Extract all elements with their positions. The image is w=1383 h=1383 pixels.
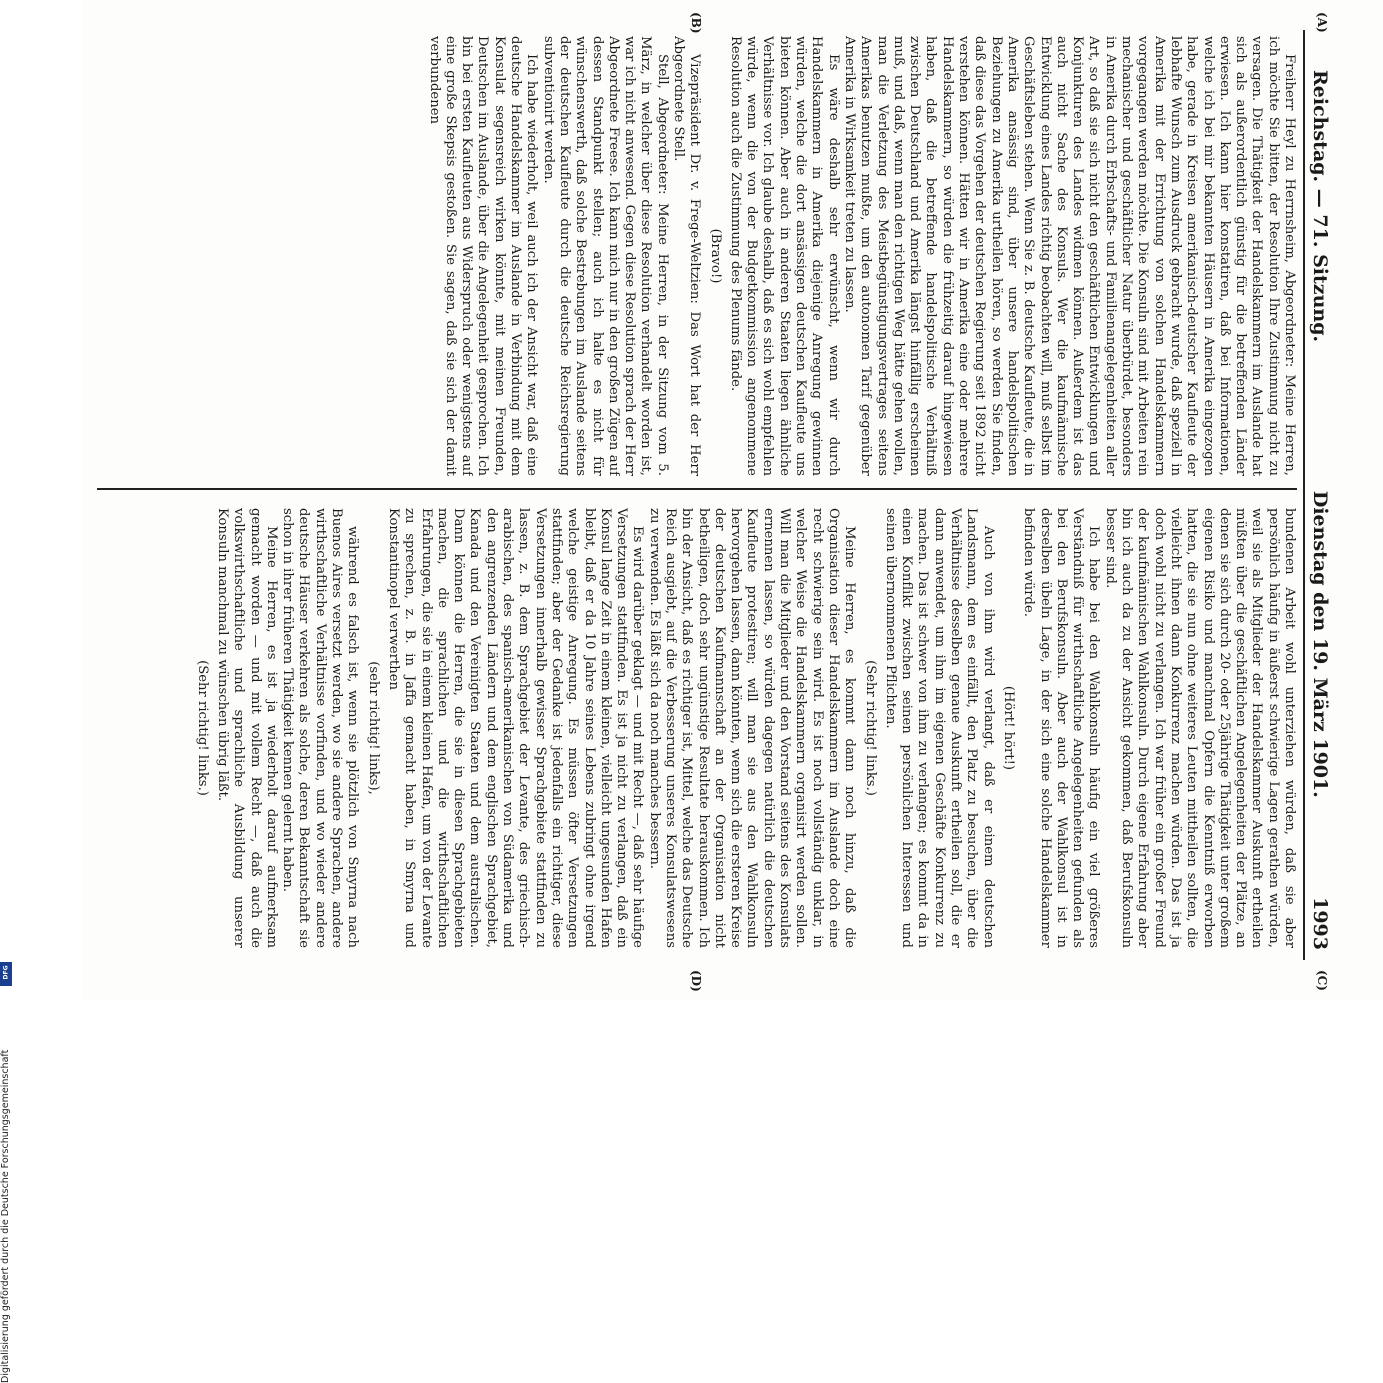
paragraph: Es wird darüber geklagt — und mit Recht —, daß sehr häufige Versetzungen stattfinden. Es ist ja nicht zu verlangen, daß ein Konsul lange Zeit in einem kleinen, vielleicht ungesunden Hafen bleibt, daß er da 10 Jahre seines Lebens zubringt ohne irgend welche geistige Anregung. Es müssen öfter Versetzungen stattfinden; aber der Gedanke ist jedenfalls ein richtiger, diese Versetzungen innerhalb gewisser Sprachgebiete stattfinden zu lassen, z. B. dem Sprachgebiet der Levante, des griechisch-arabischen, des spanisch-amerikanischen von Südamerika und den angrenzenden Ländern und dem englischen Sprachgebiet, Kanada und den Vereinigten Staaten und dem australischen. Dann können die Herren, die sie in diesen Sprachgebieten machen, die sprachlichen und die wirthschaftlichen Erfahrungen, die sie in einem kleinen Hafen, um von der Levante zu sprechen, z. B. in Jaffa gemacht haben, in Smyrna und Konstantinopel verwerthen	[385, 508, 646, 948]
left-column	[97, 36, 1297, 476]
paragraph: Vizepräsident Dr. v. Frege-Weltzien: Das Wort hat der Herr Abgeordnete Stell.	[671, 36, 703, 476]
dfg-logo: DFG	[0, 962, 12, 986]
margin-letter-c: (C)	[1315, 970, 1329, 991]
digitization-credit: Digitalisierung gefördert durch die Deutsche Forschungsgemeinschaft	[0, 1049, 11, 1383]
header-date: Dienstag den 19. März 1901. 1993	[1309, 490, 1331, 950]
column-divider	[97, 488, 1297, 490]
paragraph: Stell, Abgeordneter: Meine Herren, in der Sitzung vom 5. März, in welcher über diese Resolution verhandelt worden ist, war ich nicht anwesend. Gegen diese Resolution sprach der Herr Abgeordnete Freese. Ich kann mich nur in den großen Zügen auf dessen Standpunkt stellen; auch ich halte es nicht für wünschenswerth, daß solche Bestrebungen im Auslande seitens der deutschen Kaufleute durch die deutsche Reichsregierung subventionirt werden.	[540, 36, 670, 476]
right-column	[97, 508, 1297, 948]
paragraph: Ich habe wiederholt, weil auch ich der Ansicht war, daß eine deutsche Handelskammer im Auslande in Verbindung mit dem Konsulat segensreich wirken könnte, mit meinen Freunden, Deutschen im Auslande, über die Angelegenheit gesprochen. Ich bin bei ersten Kaufleuten aus Widerspruch oder wenigstens auf eine große Skepsis gestoßen. Sie sagen, daß sie sich der damit verbundenen	[426, 36, 540, 476]
interjection: (sehr richtig! links),	[365, 661, 381, 795]
margin-letter-d: (D)	[689, 970, 703, 992]
paragraph: Meine Herren, es ist ja wiederholt darauf aufmerksam gemacht worden — und mit vollem Recht —, daß auch die volkswirthschaftliche und sprachliche Ausbildung unserer Konsuln manchmal zu wünschen übrig läßt.	[215, 508, 279, 948]
interjection: (Hört! hört!)	[1000, 685, 1016, 771]
page-number: 1993	[1309, 897, 1331, 950]
interjection: (Bravo!)	[707, 228, 723, 284]
paragraph: Ich habe bei den Wahlkonsuln häufig ein viel größeres Verständniß für wirthschaftliche Angelegenheiten gefunden als bei den Berufskonsuln. Aber auch der Wahlkonsul ist in derselben übeln Lage, in der sich eine solche Handelskammer befinden würde.	[1021, 508, 1102, 948]
interjection: (Sehr richtig! links.)	[862, 660, 878, 796]
paragraph: während es falsch ist, wenn sie plötzlich von Smyrna nach Buenos Aires versetzt werden, wo sie andere Sprachen, andere wirthschaftliche Verhältnisse vorfinden, und wo wieder andere deutsche Häuser verkehren als solche, deren Bekanntschaft sie schon in ihrer früheren Thätigkeit kennen gelernt haben.	[280, 508, 361, 948]
paragraph: Es wäre deshalb sehr erwünscht, wenn wir durch Handelskammern in Amerika diejenige Anregung gewinnen würden, welche die dort ansässigen deutschen Kaufleute uns bieten können. Aber auch in anderen Staaten liegen ähnliche Verhältnisse vor. Ich glaube deshalb, daß es sich wohl empfehlen würde, wenn die von der Budgetkommission angenommene Resolution auch die Zustimmung des Plenums fände.	[727, 36, 841, 476]
paragraph: Meine Herren, es kommt dann noch hinzu, daß die Organisation dieser Handelskammern im Auslande doch eine recht schwierige sein wird. Es ist noch vollständig unklar, in welcher Weise die Handelskammern organisirt werden sollen. Will man die Mitglieder und den Vorstand seitens des Konsulats ernennen lassen, so würden dagegen natürlich die deutschen Kaufleute protestiren; will man sie aus den Wahlkonsuln hervorgehen lassen, dann könnten, wenn sich die ersteren Kreise der deutschen Kaufmannschaft an der Organisation nicht betheiligen, doch sehr ungünstige Resultate herauskommen. Ich bin der Ansicht, daß es richtiger ist, Mittel, welche das Deutsche Reich ausgiebt, auf die Verbesserung unseres Konsulatswesens zu verwenden. Es läßt sich da noch manches bessern.	[646, 508, 858, 948]
document-page	[83, 0, 1383, 1000]
header-session: Reichstag. — 71. Sitzung.	[1309, 70, 1331, 343]
margin-letter-a: (A)	[1315, 12, 1329, 33]
paragraph: bundenen Arbeit wohl unterziehen würden, daß sie aber persönlich häufig in äußerst schwierige Lagen gerathen würden, weil sie als Mitglieder der Handelskammer Auskunft ertheilen müßten über die geschäftlichen Angelegenheiten der Plätze, an denen sie sich durch 20- oder 25jährige Thätigkeit unter großem eigenen Risiko und manchmal Opfern die Kenntniß erworben hatten, die sie nun ohne weiteres Leuten mittheilen sollten, die vielleicht ihnen dann Konkurrenz machen würden. Das ist ja doch wohl nicht zu verlangen. Ich war früher ein großer Freund der kaufmännischen Wahlkonsuln. Durch eigene Erfahrung aber bin ich auch da zu der Ansicht gekommen, daß Berufskonsuln besser sind.	[1102, 508, 1297, 948]
margin-letter-b: (B)	[689, 12, 703, 34]
page-header	[1303, 30, 1335, 960]
paragraph: Auch von ihm wird verlangt, daß er einem deutschen Landsmann, dem es einfällt, den Platz zu besuchen, über die Verhältnisse desselben genaue Auskunft ertheilen soll, die er dann anwendet, um ihm im eigenen Geschäfte Konkurrenz zu machen. Das ist schwer von ihm zu verlangen; es kommt da in einen Konflikt zwischen seinen persönlichen Interessen und seinen übernommenen Pflichten.	[882, 508, 996, 948]
paragraph: Freiherr Heyl zu Herrnsheim, Abgeordneter: Meine Herren, ich möchte Sie bitten, der Resolution Ihre Zustimmung nicht zu versagen. Die Thätigkeit der Handelskammern im Auslande hat sich als außerordentlich günstig für die betreffenden Länder erwiesen. Ich kann hier konstatiren, daß bei Informationen, welche ich bei mir bekannten Häusern in Amerika eingezogen habe, gerade in Kreisen amerikanisch-deutscher Kaufleute der lebhafte Wunsch zum Ausdruck gebracht wurde, daß speziell in Amerika mit der Errichtung von solchen Handelskammern vorgegangen werden möchte. Die Konsuln sind mit Arbeiten rein mechanischer und geschäftlicher Natur überbürdet, besonders in Amerika durch Erbschafts- und Familienangelegenheiten aller Art, so daß sie sich nicht den geschäftlichen Entwicklungen und Konjunkturen des Landes widmen können. Außerdem ist das auch nicht Sache des Konsuls. Wer die kaufmännische Entwicklung eines Landes richtig beobachten will, muß selbst im Geschäftsleben stehen. Wenn Sie z. B. deutsche Kaufleute, die in Amerika ansässig sind, über unsere handelspolitischen Beziehungen zu Amerika urtheilen hören, so werden Sie finden, daß diese das Vorgehen der deutschen Regierung seit 1892 nicht verstehen können. Hätten wir in Amerika eine oder mehrere Handelskammern, so würden die frühzeitig darauf hingewiesen haben, daß die betreffende handelspolitische Verhältniß zwischen Deutschland und Amerika längst hinfällig erscheinen muß, und daß, wenn man den richtigen Weg hätte gehen wollen, man die Verletzung des Meistbegünstigungsvertrages seitens Amerikas benutzen mußte, um den autonomen Tarif gegenüber Amerika in Wirksamkeit treten zu lassen.	[841, 36, 1297, 476]
interjection: (Sehr richtig! links.)	[194, 660, 210, 796]
